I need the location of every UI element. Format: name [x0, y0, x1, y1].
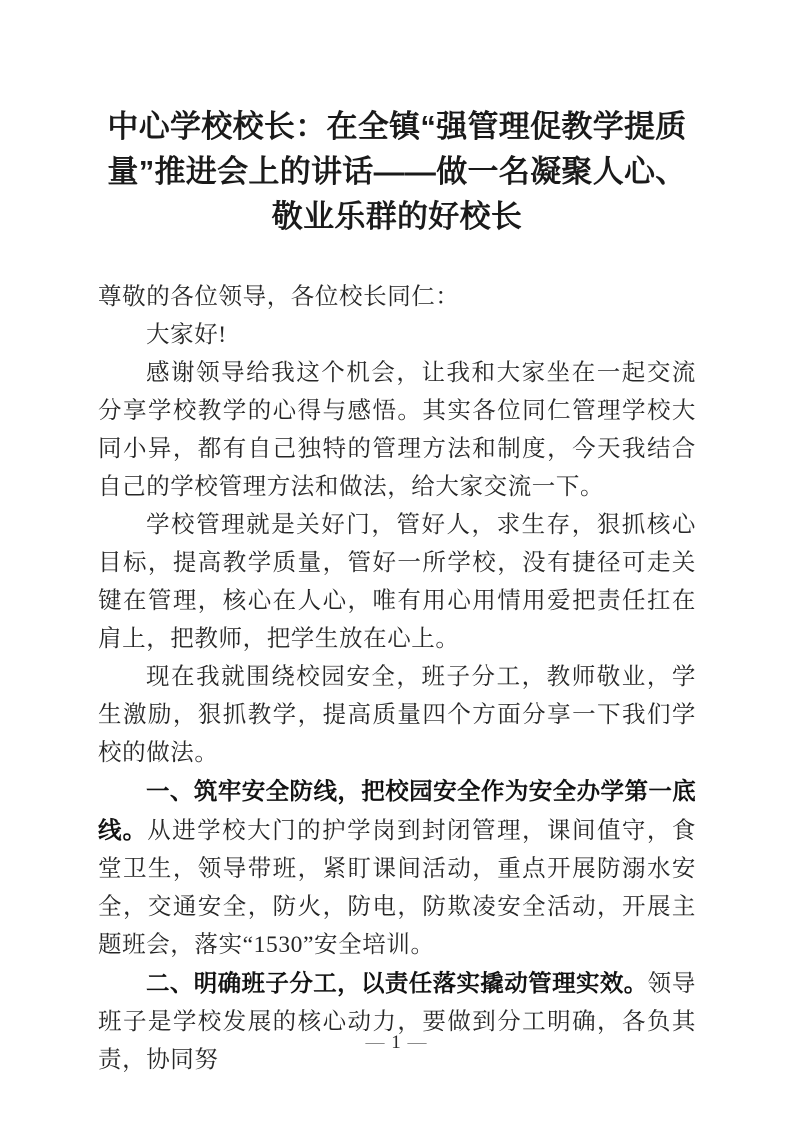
paragraph-section-one [98, 772, 696, 964]
page-title: 中心学校校长：在全镇“强管理促教学提质量”推进会上的讲话——做一名凝聚人心、敬业乐群的好校长 [107, 109, 687, 234]
section-one-heading: 一、筑牢安全防线，把校园安全作为安全办学第一底线。 [98, 778, 696, 843]
footer-dash-left: — [365, 1032, 386, 1053]
footer-page-number: 1 [391, 1032, 402, 1053]
paragraph-intro: 感谢领导给我这个机会，让我和大家坐在一起交流分享学校教学的心得与感悟。其实各位同仁管理学校大同小异，都有自己独特的管理方法和制度，今天我结合自己的学校管理方法和做法，给大家交流一下。 [98, 360, 696, 500]
footer-dash-right: — [407, 1032, 428, 1053]
page-content [98, 104, 696, 1079]
paragraph-philosophy: 学校管理就是关好门，管好人，求生存，狠抓核心目标，提高教学质量，管好一所学校，没有捷径可走关键在管理，核心在人心，唯有用心用情用爱把责任扛在肩上，把教师，把学生放在心上。 [98, 512, 696, 652]
paragraph-section-two [98, 964, 696, 1079]
title-body-spacer [98, 239, 696, 278]
paragraph-salutation: 尊敬的各位领导，各位校长同仁： [98, 284, 460, 310]
paragraph-greeting: 大家好! [146, 322, 227, 348]
section-one-body: 从进学校大门的护学岗到封闭管理，课间值守，食堂卫生，领导带班，紧盯课间活动，重点开展防溺水安全，交通安全，防火，防电，防欺凌安全活动，开展主题班会，落实“1530”安全培训。 [98, 818, 697, 958]
section-two-heading: 二、明确班子分工，以责任落实撬动管理实效。 [146, 970, 648, 996]
page-footer [0, 1032, 793, 1054]
paragraph-outline: 现在我就围绕校园安全，班子分工，教师敬业，学生激励，狠抓教学，提高质量四个方面分享一下我们学校的做法。 [98, 664, 696, 766]
section-two-body: 领导班子是学校发展的核心动力，要做到分工明确，各负其责，协同努 [98, 971, 696, 1073]
